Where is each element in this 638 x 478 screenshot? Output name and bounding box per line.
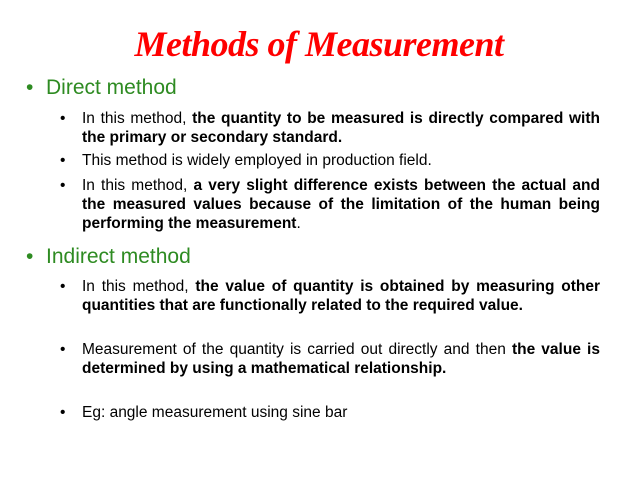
list-item xyxy=(60,277,600,315)
list-item-text xyxy=(82,277,600,315)
text-tail: . xyxy=(296,215,301,232)
text-bold: the value of quantity is obtained by measuring other quantities that are functionally related to the required value. xyxy=(82,278,600,314)
text-plain: In this method, xyxy=(82,278,196,295)
list-item xyxy=(60,403,600,422)
text-bold: the quantity to be measured is directly compared with the primary or secondary standard. xyxy=(82,110,600,146)
text-plain: In this method, xyxy=(82,177,194,194)
bullet-icon: • xyxy=(60,278,66,295)
text-plain: Measurement of the quantity is carried out directly and then xyxy=(82,341,512,358)
text-plain: In this method, xyxy=(82,110,193,127)
list-item-text xyxy=(82,340,600,378)
list-item-text xyxy=(82,176,600,233)
bullet-icon: • xyxy=(60,404,66,421)
section-heading-label: Direct method xyxy=(46,76,177,99)
slide-title: Methods of Measurement xyxy=(134,24,504,64)
list-item xyxy=(60,109,600,147)
bullet-icon: • xyxy=(60,341,66,358)
text-plain: Eg: angle measurement using sine bar xyxy=(82,404,348,421)
text-plain: This method is widely employed in production field. xyxy=(82,152,432,169)
section-heading-indirect xyxy=(26,244,191,270)
list-item-text xyxy=(82,151,600,170)
bullet-icon: • xyxy=(60,152,66,169)
bullet-icon: • xyxy=(60,177,66,194)
list-item-text xyxy=(82,109,600,147)
bullet-icon: • xyxy=(26,76,34,99)
bullet-icon: • xyxy=(60,110,66,127)
section-heading-label: Indirect method xyxy=(46,245,191,268)
bullet-icon: • xyxy=(26,245,34,268)
list-item xyxy=(60,176,600,233)
text-bold: a very slight difference exists between the actual and the measured values because of the limitation of the human being performing the measurement xyxy=(82,177,600,232)
list-item-text xyxy=(82,403,600,422)
list-item xyxy=(60,340,600,378)
text-bold: the value is determined by using a mathematical relationship. xyxy=(82,341,600,377)
section-heading-direct xyxy=(26,75,177,101)
list-item xyxy=(60,151,600,170)
